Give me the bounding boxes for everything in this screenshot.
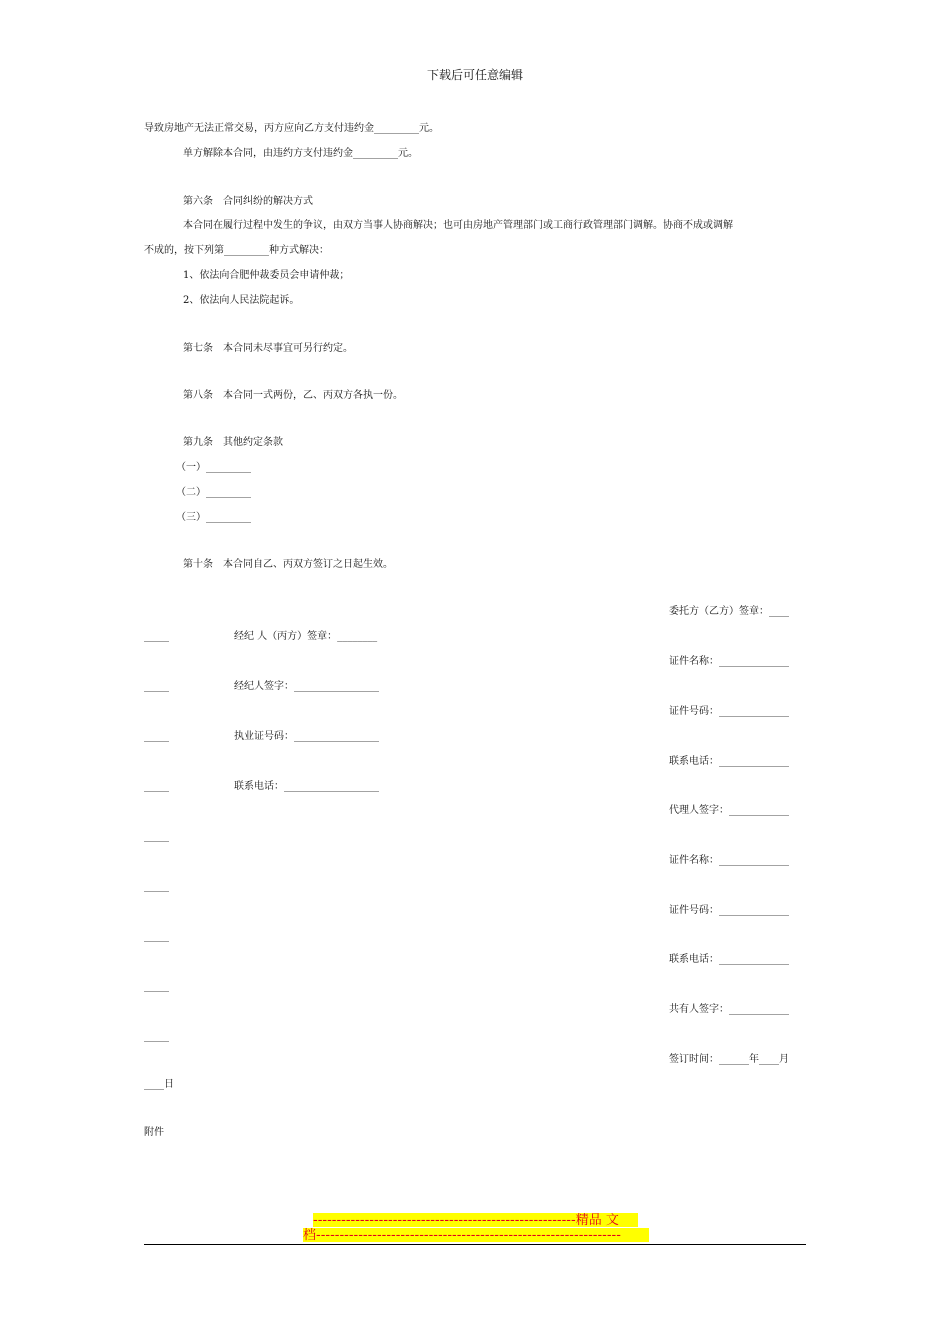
sig-right-line: 联系电话：______________ <box>669 756 789 767</box>
sig-right-line: 委托方（乙方）签章：____ <box>669 606 789 617</box>
footer-band-line1: --------------------------------------------------------精品 文 <box>313 1213 638 1227</box>
body-line: 导致房地产无法正常交易，丙方应向乙方支付违约金_________元。 <box>144 123 439 134</box>
agent-line: 联系电话：___________________ <box>234 781 379 792</box>
article-8: 第八条 本合同一式两份，乙、丙双方各执一份。 <box>183 390 403 401</box>
sig-right-line: 证件名称：______________ <box>669 656 789 667</box>
article-9-title: 第九条 其他约定条款 <box>183 437 283 448</box>
article-6-title: 第六条 合同纠纷的解决方式 <box>183 196 313 207</box>
sig-left-blank: _____ <box>144 681 169 692</box>
sig-left-blank: _____ <box>144 881 169 892</box>
article-9-item: （三）_________ <box>176 512 251 523</box>
footer-rule <box>144 1244 806 1245</box>
agent-line: 经纪人签字：_________________ <box>234 681 379 692</box>
sig-right-line: 证件名称：______________ <box>669 855 789 866</box>
body-line: 单方解除本合同，由违约方支付违约金_________元。 <box>183 148 418 159</box>
article-6-paragraph: 本合同在履行过程中发生的争议，由双方当事人协商解决；也可由房地产管理部门或工商行政管理部门调解。协商不成或调解 <box>183 220 733 231</box>
article-6-option: 1、依法向合肥仲裁委员会申请仲裁； <box>183 270 350 281</box>
sig-right-line: 证件号码：______________ <box>669 706 789 717</box>
sig-left-blank: _____ <box>144 981 169 992</box>
sig-right-line: 代理人签字：____________ <box>669 805 789 816</box>
article-7: 第七条 本合同未尽事宜可另行约定。 <box>183 343 353 354</box>
agent-line: 经纪 人（丙方）签章：________ <box>234 631 378 642</box>
sig-right-line: 联系电话：______________ <box>669 954 789 965</box>
footer-band-line2: 档----------------------------------------------------------------- <box>303 1228 649 1242</box>
sig-right-line: 共有人签字：____________ <box>669 1004 789 1015</box>
sig-left-blank: _____ <box>144 931 169 942</box>
article-10: 第十条 本合同自乙、丙双方签订之日起生效。 <box>183 559 393 570</box>
attachment-label: 附件 <box>144 1127 164 1138</box>
sig-right-line: 签订时间：______年____月 <box>669 1054 789 1065</box>
sig-left-blank: _____ <box>144 631 169 642</box>
page-header: 下载后可任意编辑 <box>426 68 523 82</box>
sig-left-blank: _____ <box>144 731 169 742</box>
article-9-item: （二）_________ <box>176 487 251 498</box>
article-9-item: （一）_________ <box>176 462 251 473</box>
sig-right-line: 证件号码：______________ <box>669 905 789 916</box>
sig-left-blank: _____ <box>144 1031 169 1042</box>
sig-left-blank: _____ <box>144 831 169 842</box>
article-6-option: 2、依法向人民法院起诉。 <box>183 295 300 306</box>
article-6-paragraph: 不成的，按下列第_________种方式解决： <box>144 245 329 256</box>
sig-left-blank: _____ <box>144 781 169 792</box>
agent-line: 执业证号码：_________________ <box>234 731 379 742</box>
sig-day: ____日 <box>144 1079 174 1090</box>
